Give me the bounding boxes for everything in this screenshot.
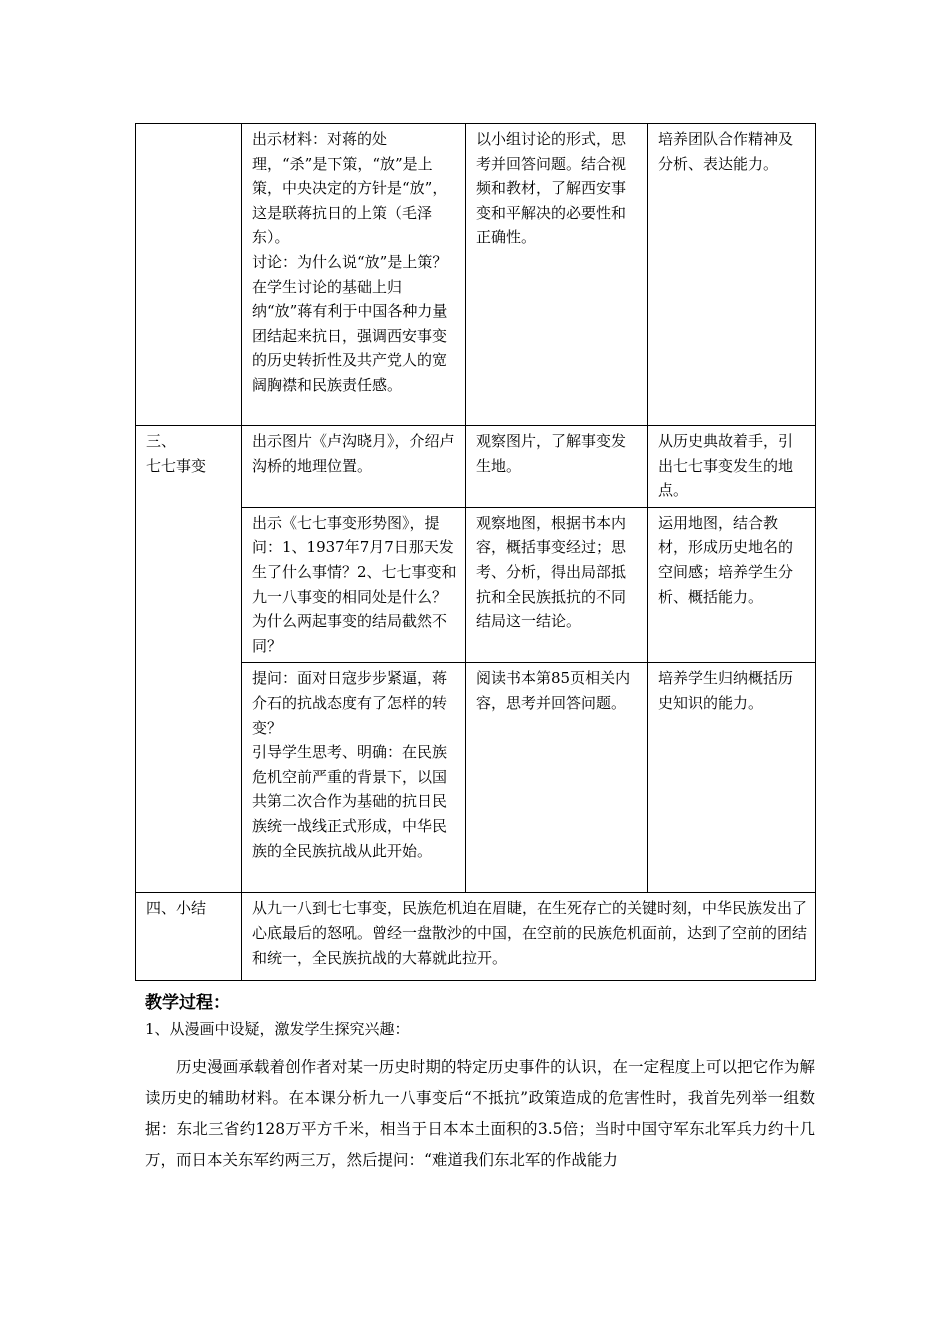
design-intent-cell: 培养学生归纳概括历史知识的能力。 — [648, 663, 816, 893]
stage-title: 七七事变 — [146, 456, 207, 475]
student-activity-cell: 观察地图，根据书本内容，概括事变经过；思考、分析，得出局部抵抗和全民族抵抗的不同结局这一结论。 — [466, 507, 648, 663]
section-title: 教学过程： — [145, 993, 230, 1013]
teacher-activity-cell — [242, 124, 466, 426]
teacher-text: 出示材料：对蒋的处理，“杀”是下策，“放”是上策，中央决定的方针是“放”，这是联蒋抗日的上策（毛泽东）。 — [252, 130, 448, 247]
body-paragraph: 历史漫画承载着创作者对某一历史时期的特定历史事件的认识，在一定程度上可以把它作为解读历史的辅助材料。在本课分析九一八事变后“不抵抗”政策造成的危害性时，我首先列举一组数据：东北三省约128万平方千米，相当于日本本土面积的3.5倍；当时中国守军东北军兵力约十几万，而日本关东军约两三万，然后提问：“难道我们东北军的作战能力 — [145, 1058, 815, 1169]
design-intent-cell: 运用地图，结合教材，形成历史地名的空间感；培养学生分析、概括能力。 — [648, 507, 816, 663]
table-row — [136, 893, 816, 981]
student-activity-cell: 观察图片，了解事变发生地。 — [466, 426, 648, 508]
teacher-text: 引导学生思考、明确：在民族危机空前严重的背景下，以国共第二次合作为基础的抗日民族统一战线正式形成，中华民族的全民族抗战从此开始。 — [252, 743, 448, 860]
student-activity-cell: 以小组讨论的形式，思考并回答问题。结合视频和教材，了解西安事变和平解决的必要性和正确性。 — [466, 124, 648, 426]
stage-cell — [136, 426, 242, 893]
table-row — [136, 124, 816, 426]
stage-number: 三、 — [146, 432, 177, 450]
design-intent-cell: 培养团队合作精神及分析、表达能力。 — [648, 124, 816, 426]
student-activity-cell: 阅读书本第85页相关内容，思考并回答问题。 — [466, 663, 648, 893]
table-row — [136, 426, 816, 508]
lesson-plan-table — [135, 123, 816, 981]
step-heading: 1、从漫画中设疑，激发学生探究兴趣： — [145, 1020, 410, 1038]
teacher-activity-cell — [242, 663, 466, 893]
summary-cell: 从九一八到七七事变，民族危机迫在眉睫，在生死存亡的关键时刻，中华民族发出了心底最后的怒吼。曾经一盘散沙的中国，在空前的民族危机面前，达到了空前的团结和统一，全民族抗战的大幕就此拉开。 — [242, 893, 816, 981]
design-intent-cell: 从历史典故着手，引出七七事变发生的地点。 — [648, 426, 816, 508]
teacher-activity-cell: 出示《七七事变形势图》，提问：1、1937年7月7日那天发生了什么事情？2、七七事变和九一八事变的相同处是什么？为什么两起事变的结局截然不同？ — [242, 507, 466, 663]
stage-cell: 四、小结 — [136, 893, 242, 981]
stage-cell — [136, 124, 242, 426]
teacher-text: 讨论：为什么说“放”是上策？在学生讨论的基础上归纳“放”蒋有利于中国各种力量团结起来抗日，强调西安事变的历史转折性及共产党人的宽阔胸襟和民族责任感。 — [252, 252, 448, 394]
teacher-activity-cell: 出示图片《卢沟晓月》，介绍卢沟桥的地理位置。 — [242, 426, 466, 508]
teacher-text: 提问：面对日寇步步紧逼，蒋介石的抗战态度有了怎样的转变？ — [252, 669, 448, 737]
